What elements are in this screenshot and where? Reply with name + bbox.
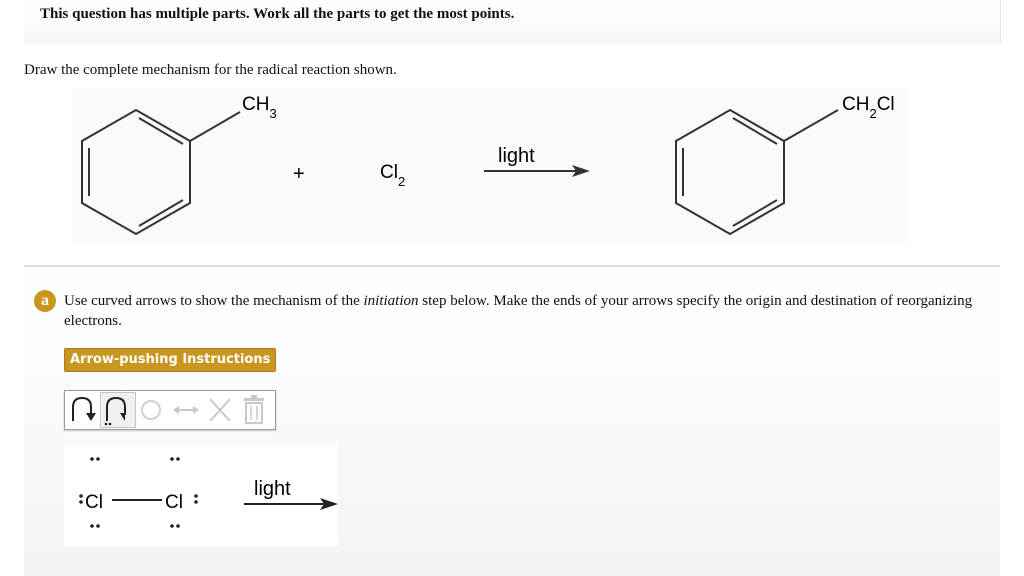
full-arrow-tool[interactable] (67, 393, 101, 427)
initiation-emphasis: initiation (363, 293, 419, 309)
question-prompt: Draw the complete mechanism for the radical reaction shown. (24, 62, 397, 78)
half-arrow-icon (101, 393, 135, 427)
part-a-badge: a (34, 290, 56, 312)
reactant-ch3-label: $CH_3$ (242, 94, 277, 121)
delete-tool[interactable] (203, 393, 237, 427)
trash-icon (237, 393, 271, 427)
arrow-toolbar (64, 390, 276, 430)
reactant-benzene-ring (82, 110, 240, 234)
resonance-arrow-icon (169, 393, 203, 427)
left-cl-atom[interactable]: Cl (85, 492, 103, 513)
reagent-cl2-label: $Cl_2$ (380, 162, 406, 189)
full-arrow-icon (67, 393, 101, 427)
reactant-substituent-bond (190, 112, 240, 141)
lasso-icon (135, 393, 169, 427)
arrow-pushing-instructions-button[interactable]: Arrow-pushing Instructions (64, 348, 276, 372)
header-instructions: This question has multiple parts. Work all the parts to get the most points. (40, 6, 515, 22)
delete-x-icon (203, 393, 237, 427)
clear-tool[interactable] (237, 393, 271, 427)
resonance-arrow-tool[interactable] (169, 393, 203, 427)
cl2-molecule-drawing (64, 446, 338, 546)
reaction-scheme (72, 88, 908, 244)
reaction-drawing (72, 88, 908, 244)
product-ch2cl-label: $CH_2Cl$ (842, 94, 895, 121)
reaction-condition: light (498, 145, 535, 167)
product-benzene-ring (676, 110, 838, 234)
mechanism-canvas[interactable] (64, 446, 338, 546)
canvas-condition: light (254, 478, 291, 500)
product-substituent-bond (784, 110, 838, 141)
lasso-tool[interactable] (135, 393, 169, 427)
right-cl-atom[interactable]: Cl (165, 492, 183, 513)
half-arrow-tool[interactable] (101, 393, 135, 427)
question-header (24, 0, 1001, 44)
part-a-instructions: Use curved arrows to show the mechanism of the initiation step below. Make the ends of your arrows specify the origin and destination of reorganizing electrons. (64, 293, 973, 329)
plus-sign: + (293, 163, 305, 185)
